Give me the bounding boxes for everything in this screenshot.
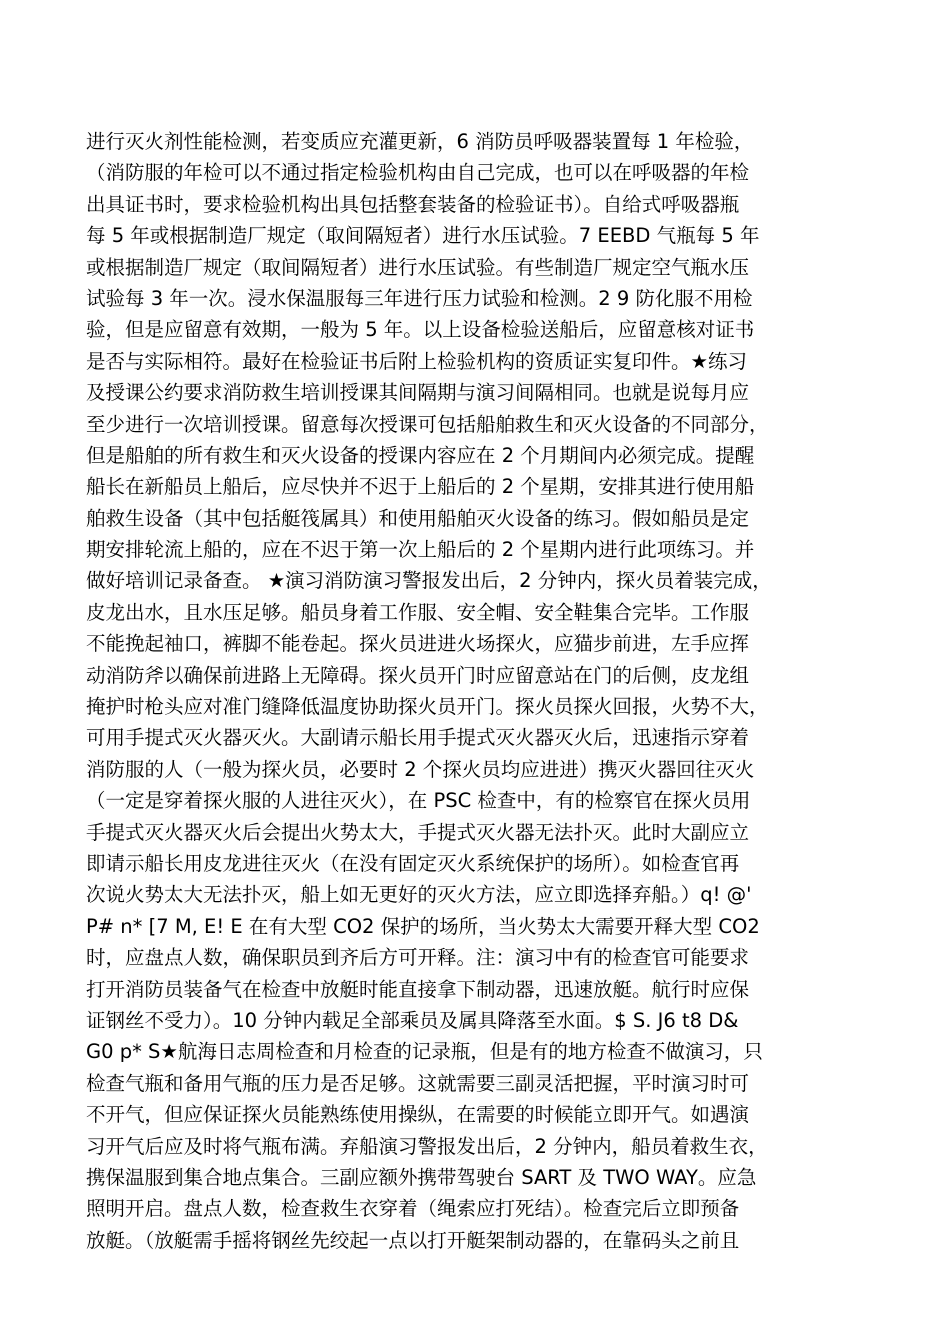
text-line: P# n* [7 M, E! E 在有大型 CO2 保护的场所，当火势太大需要开释大型 CO2 — [86, 914, 760, 938]
text-line: 时，应盘点人数，确保职员到齐后方可开释。注：演习中有的检查官可能要求 — [86, 946, 750, 970]
text-line: 不能挽起袖口，裤脚不能卷起。探火员进进火场探火，应猫步前进，左手应挥 — [86, 632, 750, 656]
text-line: 但是船舶的所有救生和灭火设备的授课内容应在 2 个月期间内必须完成。提醒 — [86, 443, 755, 467]
text-line: 掩护时枪头应对准门缝降低温度协助探火员开门。探火员探火回报，火势不大， — [86, 695, 769, 719]
text-line: 证钢丝不受力）。10 分钟内载足全部乘员及属具降落至水面。$ S. J6 t8 D& — [86, 1008, 739, 1032]
text-line: G0 p* S★航海日志周检查和月检查的记录瓶，但是有的地方检查不做演习，只 — [86, 1040, 763, 1064]
text-line: 打开消防员装备气在检查中放艇时能直接拿下制动器，迅速放艇。航行时应保 — [86, 977, 750, 1001]
text-line: 船长在新船员上船后，应尽快并不迟于上船后的 2 个星期，安排其进行使用船 — [86, 475, 755, 499]
text-line: 验，但是应留意有效期，一般为 5 年。以上设备检验送船后，应留意核对证书 — [86, 318, 755, 342]
text-line: 舶救生设备（其中包括艇筏属具）和使用船舶灭火设备的练习。假如船员是定 — [86, 506, 750, 530]
text-line: 至少进行一次培训授课。留意每次授课可包括船舶救生和灭火设备的不同部分， — [86, 412, 769, 436]
text-line: 期安排轮流上船的，应在不迟于第一次上船后的 2 个星期内进行此项练习。并 — [86, 538, 755, 562]
text-line: 放艇。（放艇需手摇将钢丝先绞起一点以打开艇架制动器的，在靠码头之前且 — [86, 1228, 740, 1252]
body-text — [86, 126, 866, 1256]
text-line: 可用手提式灭火器灭火。大副请示船长用手提式灭火器灭火后，迅速指示穿着 — [86, 726, 750, 750]
text-line: 进行灭火剂性能检测，若变质应充灌更新，6 消防员呼吸器装置每 1 年检验， — [86, 130, 754, 153]
text-line: 及授课公约要求消防救生培训授课其间隔期与演习间隔相同。也就是说每月应 — [86, 381, 750, 405]
text-line: 消防服的人（一般为探火员，必要时 2 个探火员均应进进）携灭火器回往灭火 — [86, 757, 755, 781]
text-line: 不开气，但应保证探火员能熟练使用操纵，在需要的时候能立即开气。如遇演 — [86, 1103, 750, 1127]
text-line: 或根据制造厂规定（取间隔短者）进行水压试验。有些制造厂规定空气瓶水压 — [86, 255, 750, 279]
text-line: 每 5 年或根据制造厂规定（取间隔短者）进行水压试验。7 EEBD 气瓶每 5 年 — [86, 224, 760, 248]
text-line: 试验每 3 年一次。浸水保温服每三年进行压力试验和检测。2 9 防化服不用检 — [86, 286, 753, 310]
text-line: （一定是穿着探火服的人进往灭火），在 PSC 检查中，有的检察官在探火员用 — [86, 789, 751, 813]
text-line: 照明开启。盘点人数，检查救生衣穿着（绳索应打死结）。检查完后立即预备 — [86, 1197, 740, 1221]
text-line: 检查气瓶和备用气瓶的压力是否足够。这就需要三副灵活把握，平时演习时可 — [86, 1071, 750, 1095]
text-line: 做好培训记录备查。 ★演习消防演习警报发出后，2 分钟内，探火员着装完成， — [86, 569, 772, 593]
text-line: 是否与实际相符。最好在检验证书后附上检验机构的资质证实复印件。★练习 — [86, 349, 747, 373]
text-line: 即请示船长用皮龙进往灭火（在没有固定灭火系统保护的场所）。如检查官再 — [86, 851, 740, 875]
text-line: 习开气后应及时将气瓶布满。弃船演习警报发出后，2 分钟内，船员着救生衣， — [86, 1134, 768, 1158]
text-line: （消防服的年检可以不通过指定检验机构由自己完成，也可以在呼吸器的年检 — [86, 161, 750, 185]
text-line: 手提式灭火器灭火后会提出火势太大，手提式灭火器无法扑灭。此时大副应立 — [86, 820, 750, 844]
text-line: 出具证书时，要求检验机构出具包括整套装备的检验证书）。自给式呼吸器瓶 — [86, 192, 740, 216]
text-line: 皮龙出水，且水压足够。船员身着工作服、安全帽、安全鞋集合完毕。工作服 — [86, 600, 750, 624]
text-line: 动消防斧以确保前进路上无障碍。探火员开门时应留意站在门的后侧，皮龙组 — [86, 663, 750, 687]
text-line: 携保温服到集合地点集合。三副应额外携带驾驶台 SART 及 TWO WAY。应急 — [86, 1165, 757, 1189]
text-line: 次说火势太大无法扑灭，船上如无更好的灭火方法，应立即选择弃船。）q! @' — [86, 883, 752, 907]
